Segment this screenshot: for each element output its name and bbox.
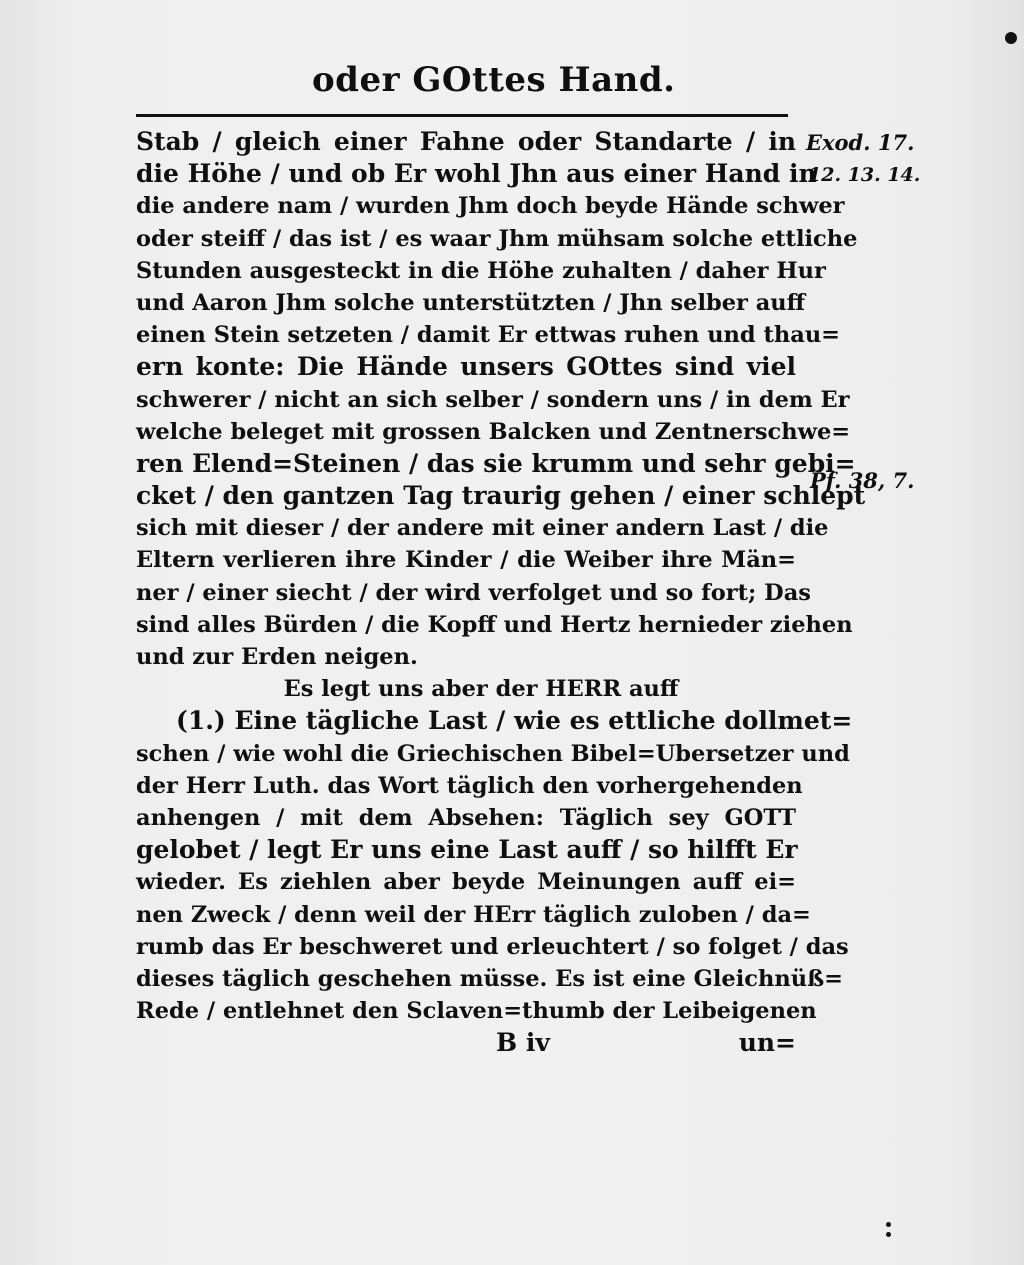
ink-spot (886, 1232, 891, 1237)
section-heading: (1.) Eine tägliche Last / wie es ettliche dollmet= (176, 706, 853, 736)
text-line: nen Zweck / denn weil der HErr täglich zuloben / da= (136, 901, 811, 928)
text-line: schwerer / nicht an sich selber / sondern uns / in dem Er (136, 386, 850, 413)
text-line: und zur Erden neigen. (136, 644, 418, 670)
text-line: rumb das Er beschweret und erleuchtert / so folget / das (136, 933, 849, 960)
text-line: sind alles Bürden / die Kopff und Hertz hernieder ziehen (136, 611, 853, 638)
text-line: wieder. Es ziehlen aber beyde Meinungen auff ei= (136, 869, 796, 896)
text-line: oder steiff / das ist / es waar Jhm mühsam solche ettliche (136, 225, 858, 252)
text-line: schen / wie wohl die Griechischen Bibel=Ubersetzer und (136, 740, 850, 767)
ink-spot (886, 1222, 891, 1227)
text-line: ner / einer siecht / der wird verfolget und so fort; Das (136, 579, 811, 606)
text-line: Stunden ausgesteckt in die Höhe zuhalten / daher Hur (136, 257, 826, 284)
text-line: ren Elend=Steinen / das sie krumm und sehr gebi= (136, 448, 856, 478)
text-line: ern konte: Die Hände unsers GOttes sind viel (136, 352, 796, 382)
ink-spot (1005, 32, 1017, 44)
text-line: welche beleget mit grossen Balcken und Zentnerschwe= (136, 418, 851, 445)
text-line: cket / den gantzen Tag traurig gehen / einer schlept (136, 481, 866, 511)
text-line: und Aaron Jhm solche unterstützten / Jhn selber auff (136, 289, 806, 316)
text-line: dieses täglich geschehen müsse. Es ist eine Gleichnüß= (136, 965, 844, 992)
text-line: anhengen / mit dem Absehen: Täglich sey GOTT (136, 804, 796, 831)
text-line: der Herr Luth. das Wort täglich den vorhergehenden (136, 772, 803, 799)
section-intro: Es legt uns aber der HERR auff (283, 676, 679, 703)
text-line: sich mit dieser / der andere mit einer andern Last / die (136, 515, 829, 542)
margin-note-exodus: Exod. 17. (806, 130, 915, 155)
text-line: Rede / entlehnet den Sclaven=thumb der Leibeigenen (136, 998, 817, 1025)
header-rule (136, 114, 788, 117)
page-footer-line (136, 1027, 796, 1059)
text-line: Eltern verlieren ihre Kinder / die Weiber ihre Män= (136, 547, 796, 574)
text-line: die Höhe / und ob Er wohl Jhn aus einer Hand in (136, 159, 817, 189)
margin-note-exodus-verses: 12. 13. 14. (808, 164, 921, 186)
signature-mark: B iv (496, 1028, 550, 1058)
margin-note-psalm: Pf. 38, 7. (810, 468, 915, 493)
text-line: gelobet / legt Er uns eine Last auff / so hilfft Er (136, 835, 798, 865)
catchword: un= (738, 1028, 796, 1058)
text-line: Stab / gleich einer Fahne oder Standarte / in (136, 127, 796, 156)
text-line: die andere nam / wurden Jhm doch beyde Hände schwer (136, 193, 845, 220)
running-head: oder GOttes Hand. (312, 60, 676, 100)
text-line: einen Stein setzeten / damit Er ettwas ruhen und thau= (136, 322, 841, 349)
